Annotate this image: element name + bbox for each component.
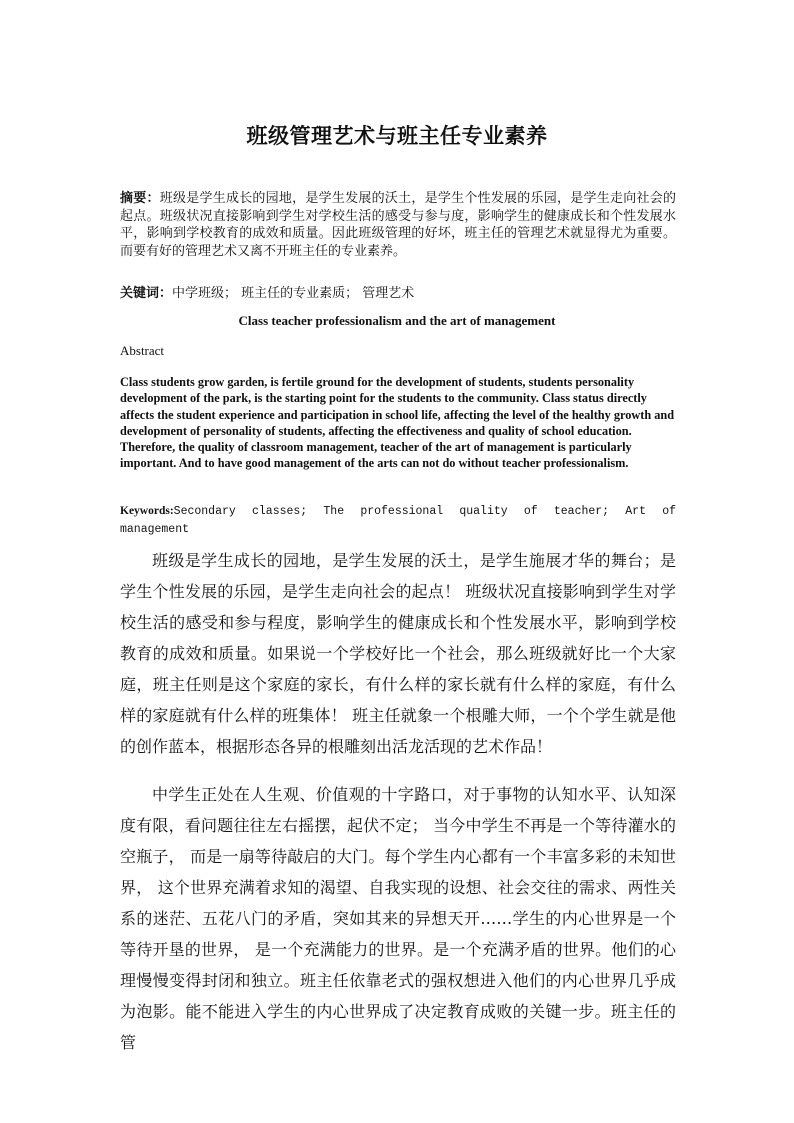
english-abstract-text: Class students grow garden, is fertile ground for the development of students, students personality development of the park, is the starting point for the students to the community. Class status directly affects the student experience and participation in school life, affecting the level of the healthy growth and development of personality of students, affecting the effectiveness and quality of school education. Therefore, the quality of classroom management, teacher of the art of management is particularly important. And to have good management of the arts can not do without teacher professionalism. bbox=[120, 375, 675, 471]
chinese-keywords bbox=[120, 282, 414, 301]
english-keywords-label: Keywords: bbox=[120, 505, 174, 517]
chinese-abstract-text: 班级是学生成长的园地，是学生发展的沃土，是学生个性发展的乐园，是学生走向社会的起点。班级状况直接影响到学生对学校生活的感受与参与度，影响学生的健康成长和个性发展水平，影响到学校教育的成效和质量。因此班级管理的好坏，班主任的管理艺术就显得尤为重要。而要有好的管理艺术又离不开班主任的专业素养。 bbox=[120, 191, 676, 259]
chinese-keywords-text: 中学班级； 班主任的专业素质； 管理艺术 bbox=[172, 286, 415, 301]
english-keywords-text: Secondary classes; The professional quality of teacher; Art of management bbox=[120, 505, 676, 536]
english-keywords bbox=[120, 502, 676, 539]
body-paragraph: 中学生正处在人生观、价值观的十字路口，对于事物的认知水平、认知深度有限，看问题往往左右摇摆，起伏不定； 当今中学生不再是一个等待灌水的空瓶子， 而是一扇等待敲启的大门。每个学生内心都有一个丰富多彩的未知世界， 这个世界充满着求知的渴望、自我实现的设想、社会交往的需求、两性关系的迷茫、五花八门的矛盾，突如其来的异想天开……学生的内心世界是一个等待开垦的世界， 是一个充满能力的世界。是一个充满矛盾的世界。他们的心理慢慢变得封闭和独立。班主任依靠老式的强权想进入他们的内心世界几乎成为泡影。能不能进入学生的内心世界成了决定教育成败的关键一步。班主任的管 bbox=[120, 785, 676, 1052]
chinese-abstract bbox=[120, 190, 676, 260]
page-title: 班级管理艺术与班主任专业素养 bbox=[246, 123, 548, 148]
chinese-keywords-label: 关键词： bbox=[120, 286, 173, 301]
english-title: Class teacher professionalism and the art of management bbox=[238, 313, 556, 328]
chinese-abstract-label: 摘要： bbox=[120, 191, 160, 206]
english-abstract-label: Abstract bbox=[120, 343, 165, 358]
body-paragraph: 班级是学生成长的园地，是学生发展的沃土，是学生施展才华的舞台；是学生个性发展的乐园，是学生走向社会的起点！ 班级状况直接影响到学生对学校生活的感受和参与程度，影响学生的健康成长和个性发展水平，影响到学校教育的成效和质量。如果说一个学校好比一个社会，那么班级就好比一个大家庭，班主任则是这个家庭的家长，有什么样的家长就有什么样的家庭，有什么样的家庭就有什么样的班集体！ 班主任就象一个根雕大师，一个个学生就是他的创作蓝本，根据形态各异的根雕刻出活龙活现的艺术作品！ bbox=[120, 551, 676, 756]
